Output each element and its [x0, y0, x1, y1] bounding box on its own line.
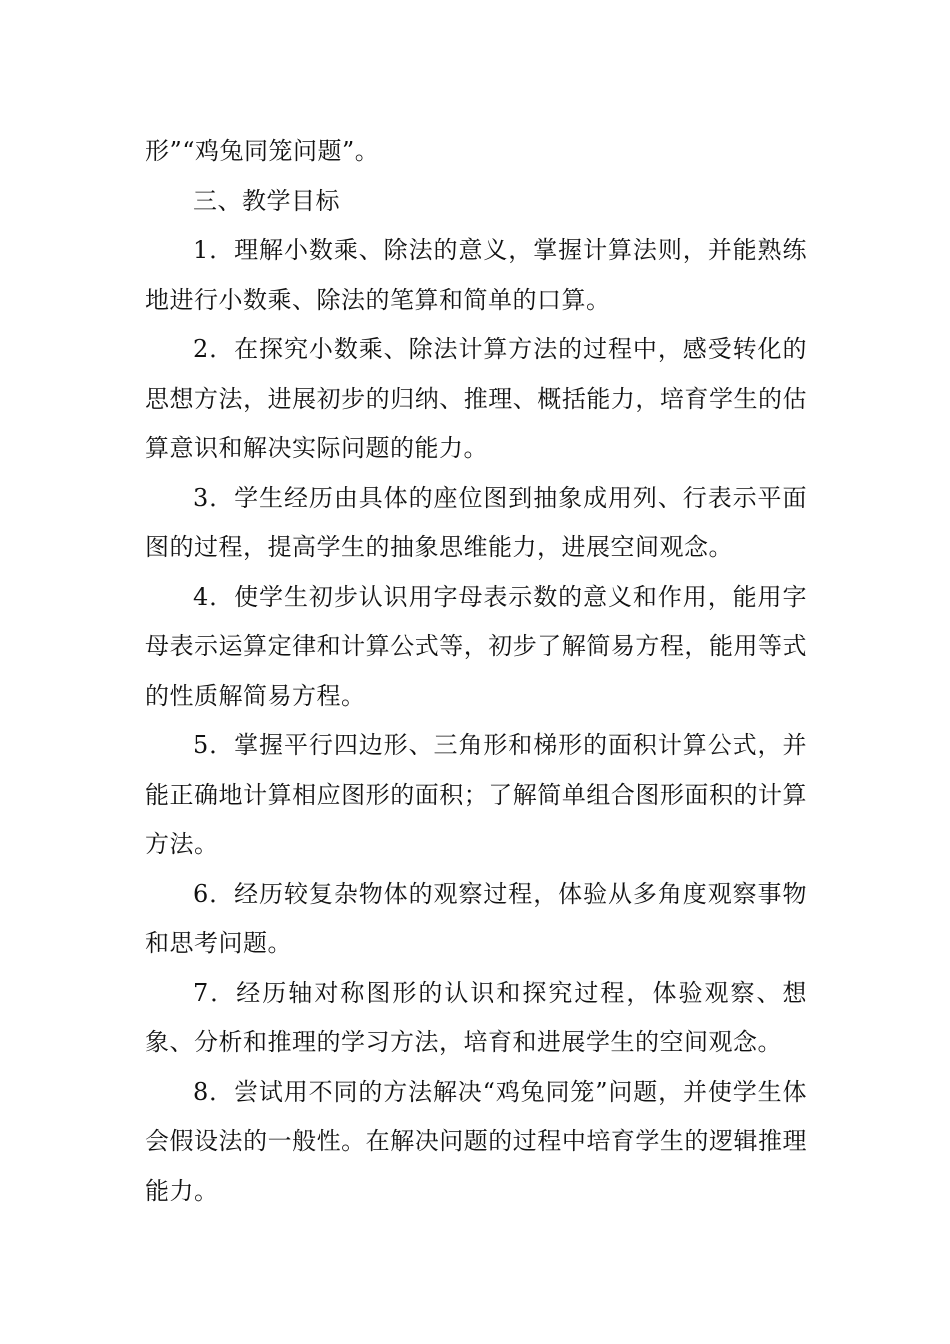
- objective-3: 3．学生经历由具体的座位图到抽象成用列、行表示平面图的过程，提高学生的抽象思维能力，进展空间观念。: [145, 483, 807, 561]
- objective-5: 5．掌握平行四边形、三角形和梯形的面积计算公式，并能正确地计算相应图形的面积；了解简单组合图形面积的计算方法。: [145, 731, 807, 858]
- section-heading: 三、教学目标: [193, 186, 340, 215]
- objective-2: 2．在探究小数乘、除法计算方法的过程中，感受转化的思想方法，进展初步的归纳、推理、概括能力，培育学生的估算意识和解决实际问题的能力。: [145, 335, 807, 462]
- continuation-text: 形”“鸡兔同笼问题”。: [145, 137, 380, 165]
- objective-6: 6．经历较复杂物体的观察过程，体验从多角度观察事物和思考问题。: [145, 879, 807, 957]
- document-body: [145, 127, 807, 1216]
- objective-7: 7．经历轴对称图形的认识和探究过程，体验观察、想象、分析和推理的学习方法，培育和进展学生的空间观念。: [145, 978, 807, 1056]
- objective-4: 4．使学生初步认识用字母表示数的意义和作用，能用字母表示运算定律和计算公式等，初步了解简易方程，能用等式的性质解简易方程。: [145, 582, 807, 710]
- objective-8: 8．尝试用不同的方法解决“鸡兔同笼”问题，并使学生体会假设法的一般性。在解决问题的过程中培育学生的逻辑推理能力。: [145, 1077, 807, 1205]
- objective-1: 1．理解小数乘、除法的意义，掌握计算法则，并能熟练地进行小数乘、除法的笔算和简单的口算。: [145, 236, 807, 314]
